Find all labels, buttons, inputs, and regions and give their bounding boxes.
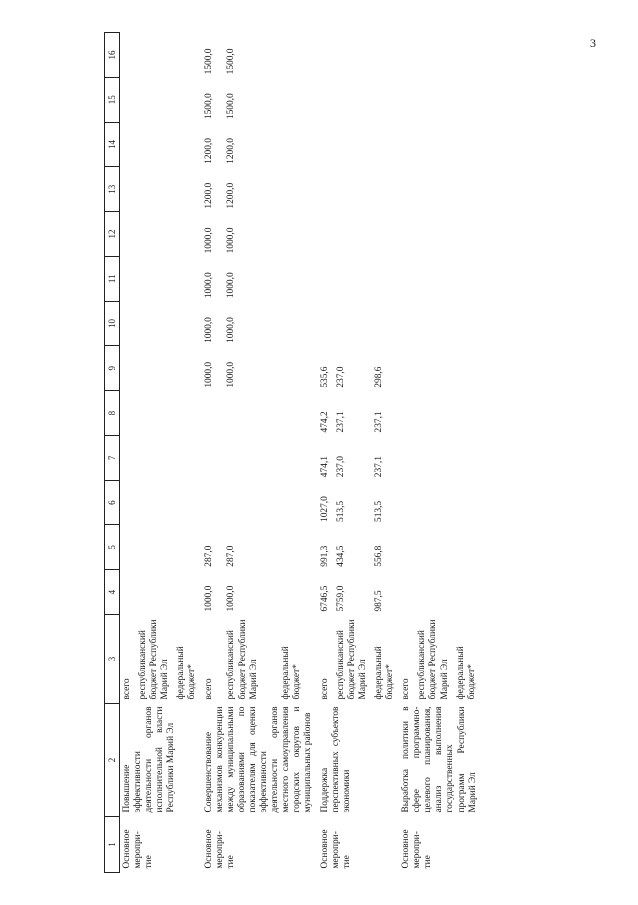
amount-cell bbox=[318, 167, 334, 212]
amount-cell: 1200,0 bbox=[226, 138, 237, 164]
funding-source-cell: всего bbox=[319, 678, 330, 700]
budget-table bbox=[104, 32, 482, 873]
amount-cell: 1200,0 bbox=[226, 182, 237, 209]
column-header: 1 bbox=[105, 817, 120, 873]
amount-cell bbox=[136, 77, 174, 122]
amount-cell bbox=[372, 33, 399, 78]
amount-cell: 237,0 bbox=[335, 456, 346, 478]
amount-cell bbox=[415, 33, 454, 78]
amount-cell bbox=[136, 167, 174, 212]
amount-cell bbox=[454, 256, 482, 301]
amount-cell: 1000,0 bbox=[203, 272, 214, 299]
amount-cell bbox=[120, 167, 137, 212]
amount-cell bbox=[454, 167, 482, 212]
amount-cell: 1500,0 bbox=[203, 93, 214, 120]
amount-cell: 1500,0 bbox=[226, 48, 237, 75]
amount-cell bbox=[279, 346, 318, 391]
amount-cell bbox=[174, 256, 201, 301]
table-row bbox=[202, 33, 225, 873]
amount-cell bbox=[136, 391, 174, 436]
amount-cell bbox=[415, 256, 454, 301]
amount-cell: 1000,0 bbox=[226, 317, 237, 343]
amount-cell: 1027,0 bbox=[319, 496, 330, 522]
amount-cell bbox=[224, 391, 278, 436]
amount-cell bbox=[415, 346, 454, 391]
amount-cell: 6746,5 bbox=[319, 585, 330, 612]
amount-cell: 474,2 bbox=[319, 411, 330, 433]
amount-cell: 1500,0 bbox=[203, 48, 214, 75]
column-header: 7 bbox=[105, 435, 120, 480]
amount-cell bbox=[279, 301, 318, 346]
amount-cell bbox=[454, 346, 482, 391]
amount-cell: 556,8 bbox=[373, 545, 384, 567]
column-header: 10 bbox=[105, 301, 120, 346]
amount-cell: 1000,0 bbox=[203, 317, 214, 343]
amount-cell bbox=[174, 33, 201, 78]
amount-cell bbox=[454, 570, 482, 615]
amount-cell bbox=[174, 122, 201, 167]
amount-cell bbox=[120, 301, 137, 346]
event-type-cell: Основное меропри-тие bbox=[401, 829, 434, 869]
column-header: 13 bbox=[105, 167, 120, 212]
amount-cell bbox=[136, 525, 174, 570]
rotated-budget-table bbox=[104, 33, 627, 873]
amount-cell bbox=[415, 480, 454, 525]
amount-cell: 1000,0 bbox=[226, 585, 237, 612]
amount-cell bbox=[279, 256, 318, 301]
amount-cell: 237,1 bbox=[373, 411, 384, 433]
event-name-cell: Поддержка перспективных субъектов экономики bbox=[319, 706, 352, 813]
amount-cell bbox=[174, 480, 201, 525]
amount-cell bbox=[454, 212, 482, 257]
amount-cell bbox=[136, 346, 174, 391]
amount-cell bbox=[224, 480, 278, 525]
amount-cell bbox=[136, 435, 174, 480]
amount-cell bbox=[399, 212, 415, 257]
funding-source-cell: федеральный бюджет* bbox=[176, 646, 198, 700]
amount-cell bbox=[415, 77, 454, 122]
amount-cell bbox=[415, 122, 454, 167]
column-header: 2 bbox=[105, 704, 120, 817]
amount-cell bbox=[279, 167, 318, 212]
amount-cell bbox=[318, 212, 334, 257]
amount-cell bbox=[372, 256, 399, 301]
column-header: 4 bbox=[105, 570, 120, 615]
amount-cell bbox=[279, 212, 318, 257]
amount-cell: 298,6 bbox=[373, 366, 384, 388]
funding-source-cell: всего bbox=[122, 678, 132, 700]
amount-cell: 287,0 bbox=[226, 545, 237, 567]
amount-cell bbox=[415, 212, 454, 257]
event-type-cell: Основное меропри-тие bbox=[319, 829, 352, 869]
amount-cell bbox=[279, 525, 318, 570]
amount-cell bbox=[174, 77, 201, 122]
amount-cell bbox=[399, 77, 415, 122]
amount-cell: 5759,0 bbox=[335, 585, 346, 612]
amount-cell bbox=[174, 167, 201, 212]
amount-cell bbox=[174, 525, 201, 570]
amount-cell bbox=[399, 525, 415, 570]
funding-source-cell: федеральный бюджет* bbox=[280, 646, 302, 700]
amount-cell: 987,5 bbox=[373, 590, 384, 612]
amount-cell bbox=[202, 435, 225, 480]
amount-cell bbox=[120, 480, 137, 525]
table-row bbox=[399, 33, 415, 873]
amount-cell bbox=[334, 167, 372, 212]
amount-cell: 1200,0 bbox=[203, 138, 214, 164]
amount-cell bbox=[399, 391, 415, 436]
amount-cell bbox=[136, 480, 174, 525]
amount-cell bbox=[279, 33, 318, 78]
amount-cell: 237,1 bbox=[335, 411, 346, 433]
amount-cell bbox=[334, 122, 372, 167]
column-header: 16 bbox=[105, 33, 120, 78]
amount-cell bbox=[136, 212, 174, 257]
amount-cell: 1000,0 bbox=[226, 361, 237, 388]
amount-cell bbox=[120, 570, 137, 615]
event-name-cell: Выработка политики в сфере программно-целевого планирования, анализ выполнения государственных программ Республики Марий Эл bbox=[401, 706, 478, 813]
amount-cell bbox=[318, 77, 334, 122]
amount-cell: 513,5 bbox=[335, 500, 346, 522]
amount-cell bbox=[318, 33, 334, 78]
amount-cell bbox=[318, 301, 334, 346]
amount-cell: 434,5 bbox=[335, 545, 346, 567]
amount-cell bbox=[120, 256, 137, 301]
amount-cell bbox=[399, 301, 415, 346]
event-type-cell: Основное меропри-тие bbox=[122, 829, 155, 869]
amount-cell bbox=[224, 435, 278, 480]
amount-cell bbox=[399, 570, 415, 615]
amount-cell bbox=[120, 33, 137, 78]
amount-cell bbox=[174, 435, 201, 480]
amount-cell: 237,1 bbox=[373, 456, 384, 478]
amount-cell bbox=[120, 435, 137, 480]
amount-cell bbox=[372, 212, 399, 257]
funding-source-cell: республиканский бюджет Республики Марий Эл bbox=[226, 619, 259, 700]
amount-cell bbox=[334, 77, 372, 122]
amount-cell bbox=[454, 480, 482, 525]
amount-cell bbox=[279, 391, 318, 436]
amount-cell: 991,3 bbox=[319, 545, 330, 567]
amount-cell bbox=[372, 77, 399, 122]
amount-cell bbox=[174, 391, 201, 436]
amount-cell bbox=[415, 435, 454, 480]
amount-cell bbox=[136, 301, 174, 346]
amount-cell bbox=[120, 391, 137, 436]
amount-cell: 1500,0 bbox=[226, 93, 237, 120]
column-header: 6 bbox=[105, 480, 120, 525]
funding-source-cell: республиканский бюджет Республики Марий Эл bbox=[138, 619, 171, 700]
amount-cell bbox=[334, 33, 372, 78]
amount-cell bbox=[399, 480, 415, 525]
amount-cell bbox=[415, 525, 454, 570]
amount-cell: 237,0 bbox=[335, 366, 346, 388]
amount-cell: 1000,0 bbox=[203, 361, 214, 388]
amount-cell bbox=[372, 167, 399, 212]
amount-cell bbox=[279, 570, 318, 615]
amount-cell: 535,6 bbox=[319, 366, 330, 388]
amount-cell: 474,1 bbox=[319, 456, 330, 478]
amount-cell bbox=[279, 435, 318, 480]
amount-cell bbox=[136, 570, 174, 615]
amount-cell bbox=[454, 77, 482, 122]
amount-cell: 1000,0 bbox=[226, 272, 237, 299]
amount-cell: 1000,0 bbox=[226, 227, 237, 254]
header-row bbox=[105, 33, 120, 873]
amount-cell bbox=[399, 435, 415, 480]
amount-cell bbox=[454, 525, 482, 570]
amount-cell bbox=[372, 122, 399, 167]
amount-cell: 513,5 bbox=[373, 500, 384, 522]
amount-cell bbox=[415, 570, 454, 615]
amount-cell bbox=[399, 122, 415, 167]
amount-cell bbox=[279, 77, 318, 122]
amount-cell bbox=[399, 167, 415, 212]
amount-cell bbox=[120, 212, 137, 257]
amount-cell bbox=[120, 525, 137, 570]
amount-cell bbox=[454, 301, 482, 346]
funding-source-cell: федеральный бюджет* bbox=[456, 646, 478, 700]
amount-cell bbox=[174, 570, 201, 615]
amount-cell bbox=[279, 480, 318, 525]
column-header: 14 bbox=[105, 122, 120, 167]
event-name-cell: Повышение эффективности деятельности органов исполнительной власти Республики Марий Эл bbox=[122, 706, 177, 813]
amount-cell bbox=[334, 212, 372, 257]
amount-cell bbox=[399, 256, 415, 301]
amount-cell bbox=[120, 77, 137, 122]
amount-cell bbox=[120, 346, 137, 391]
column-header: 8 bbox=[105, 391, 120, 436]
funding-source-cell: федеральный бюджет* bbox=[373, 646, 395, 700]
column-header: 5 bbox=[105, 525, 120, 570]
table-row bbox=[318, 33, 334, 873]
amount-cell: 287,0 bbox=[203, 545, 214, 567]
amount-cell bbox=[415, 391, 454, 436]
amount-cell: 1000,0 bbox=[203, 585, 214, 612]
column-header: 12 bbox=[105, 212, 120, 257]
amount-cell bbox=[318, 256, 334, 301]
amount-cell bbox=[372, 301, 399, 346]
table-body bbox=[120, 33, 482, 873]
amount-cell bbox=[318, 122, 334, 167]
amount-cell bbox=[454, 122, 482, 167]
column-header: 9 bbox=[105, 346, 120, 391]
amount-cell bbox=[136, 33, 174, 78]
amount-cell bbox=[454, 391, 482, 436]
amount-cell bbox=[174, 301, 201, 346]
amount-cell: 1200,0 bbox=[203, 182, 214, 209]
column-header: 15 bbox=[105, 77, 120, 122]
page-number: 3 bbox=[590, 36, 596, 50]
amount-cell bbox=[136, 122, 174, 167]
amount-cell bbox=[202, 391, 225, 436]
amount-cell bbox=[174, 212, 201, 257]
funding-source-cell: всего bbox=[203, 678, 214, 700]
amount-cell bbox=[136, 256, 174, 301]
amount-cell bbox=[454, 33, 482, 78]
amount-cell bbox=[334, 256, 372, 301]
amount-cell bbox=[202, 480, 225, 525]
event-type-cell: Основное меропри-тие bbox=[203, 829, 236, 869]
table-row bbox=[120, 33, 137, 873]
column-header: 11 bbox=[105, 256, 120, 301]
amount-cell bbox=[454, 435, 482, 480]
funding-source-cell: республиканский бюджет Республики Марий Эл bbox=[417, 619, 450, 700]
funding-source-cell: республиканский бюджет Республики Марий Эл bbox=[335, 619, 368, 700]
column-header: 3 bbox=[105, 615, 120, 704]
event-name-cell: Совершенствование механизмов конкуренции между муниципальными образованиями по показателям для оценки эффективности деятельности органов местного самоуправления городских округов и муниципальных районов bbox=[203, 706, 314, 813]
funding-source-cell: всего bbox=[401, 678, 412, 700]
amount-cell bbox=[399, 33, 415, 78]
amount-cell bbox=[279, 122, 318, 167]
amount-cell bbox=[120, 122, 137, 167]
amount-cell: 1000,0 bbox=[203, 227, 214, 254]
amount-cell bbox=[174, 346, 201, 391]
amount-cell bbox=[334, 301, 372, 346]
amount-cell bbox=[399, 346, 415, 391]
amount-cell bbox=[415, 167, 454, 212]
amount-cell bbox=[415, 301, 454, 346]
